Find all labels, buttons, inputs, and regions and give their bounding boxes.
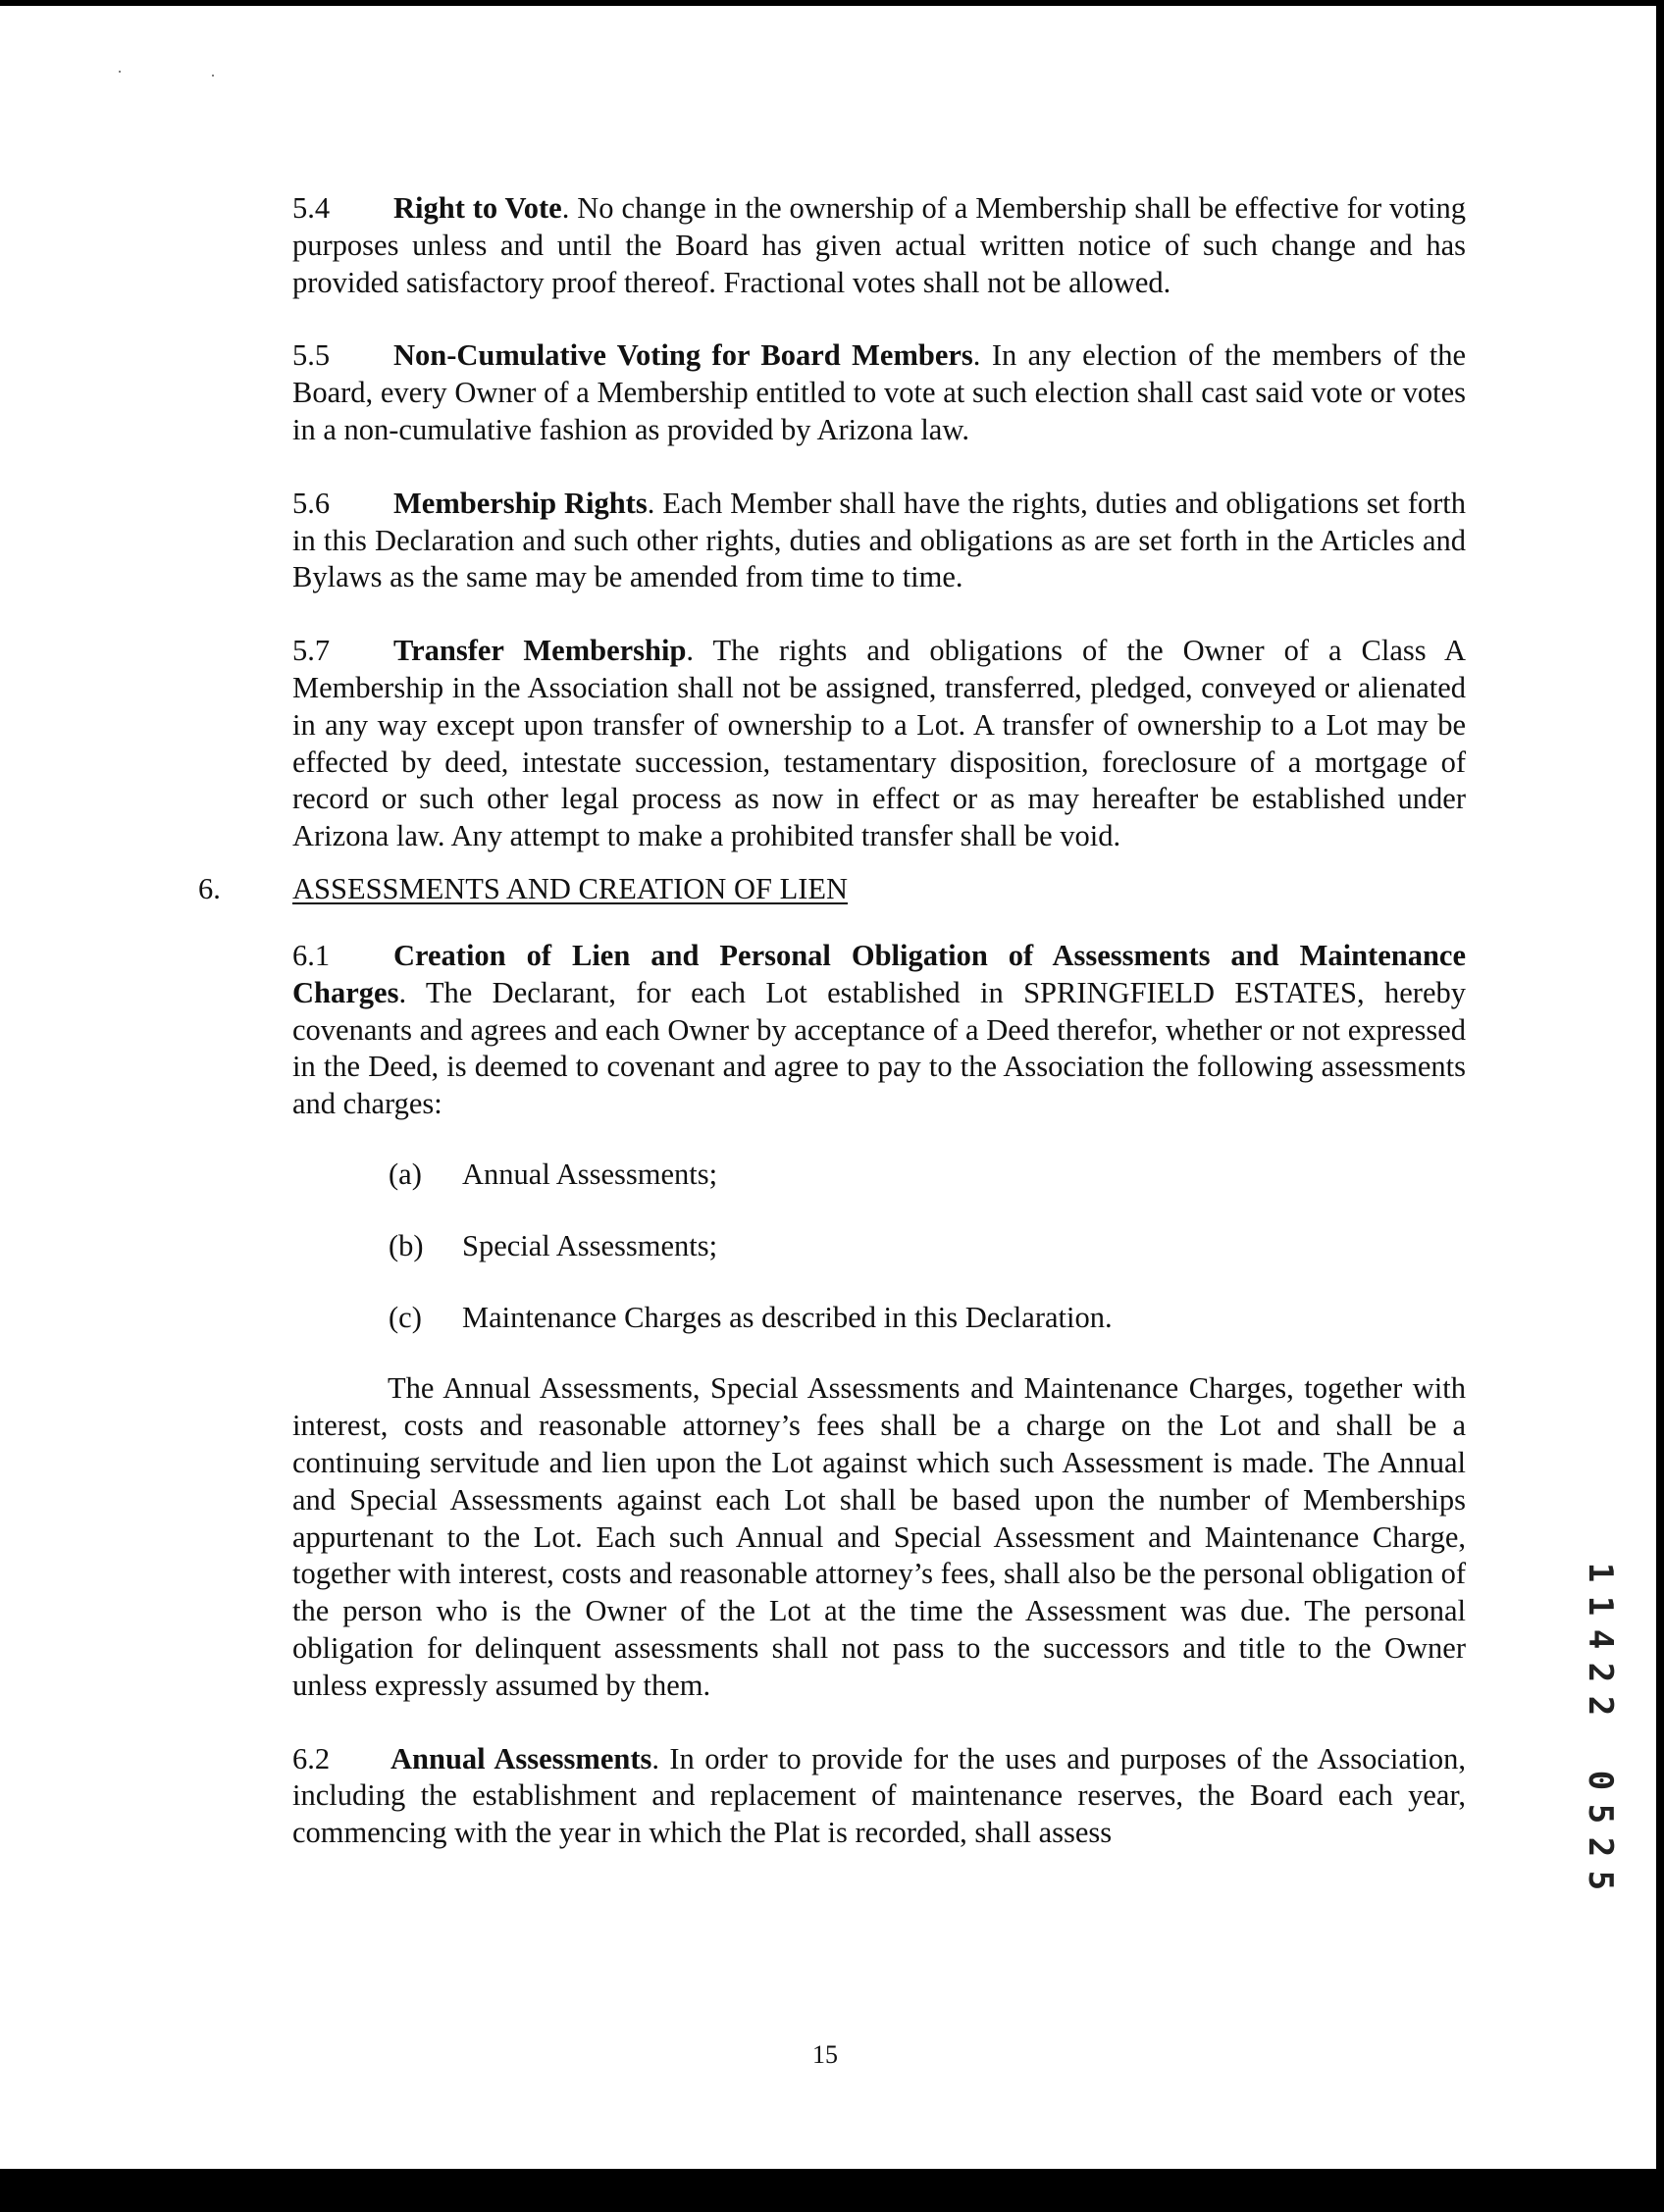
stamp-digit: 1 — [1581, 1562, 1620, 1583]
page-number: 15 — [812, 2040, 838, 2069]
section-number: 6.1 — [292, 938, 331, 972]
list-label: (a) — [389, 1157, 422, 1191]
section-number: 5.6 — [292, 486, 331, 520]
section-body: . The rights and obligations of the Owner of a Class A Membership in the Association shall not be assigned, transferred, pledged, conveyed or alienated in any way except upon transfer of ownership to a Lot. A transfer of ownership to a Lot may be effected by deed, intestate succession, testamentary disposition, foreclosure of a mortgage of record or such other legal process as now in effect or as may hereafter be established under Arizona law. Any attempt to make a prohibited transfer shall be void. — [292, 634, 1466, 853]
section-6-heading — [198, 871, 1466, 910]
section-number: 5.4 — [292, 191, 331, 225]
list-item — [389, 1300, 1466, 1337]
section-6-1-continuation: The Annual Assessments, Special Assessments and Maintenance Charges, together with interest, costs and reasonable attorney’s fees shall be a charge on the Lot and shall be a continuing servitude and lien upon the Lot against which such Assessment is made. The Annual and Special Assessments against each Lot shall be based upon the number of Memberships appurtenant to the Lot. Each such Annual and Special Assessment and Maintenance Charge, together with interest, costs and reasonable attorney’s fees, shall also be the personal obligation of the person who is the Owner of the Lot at the time the Assessment was due. The personal obligation for delinquent assessments shall not pass to the successors and title to the Owner unless expressly assumed by them. — [292, 1371, 1466, 1702]
section-6-1 — [292, 938, 1466, 1123]
stamp-digit: 2 — [1581, 1836, 1620, 1858]
section-body: . Each Member shall have the rights, duties and obligations set forth in this Declaration and such other rights, duties and obligations as are set forth in the Articles and Bylaws as the same may be amended from time to time. — [292, 486, 1467, 594]
section-body: . The Declarant, for each Lot established in SPRINGFIELD ESTATES, hereby covenants and agrees and each Owner by acceptance of a Deed therefor, whether or not expressed in the Deed, is deemed to covenant and agree to pay to the Association the following assessments and charges: — [292, 975, 1466, 1121]
stamp-digit: 4 — [1581, 1628, 1620, 1650]
section-5-7 — [292, 633, 1466, 855]
section-title: Annual Assessments — [390, 1741, 652, 1775]
heading-title: ASSESSMENTS AND CREATION OF LIEN — [292, 871, 849, 905]
scan-border-right — [1656, 0, 1664, 2212]
section-number: 6.2 — [292, 1741, 331, 1775]
section-number: 5.7 — [292, 634, 331, 668]
section-title: Membership Rights — [393, 486, 648, 520]
list-label: (c) — [389, 1300, 422, 1334]
recording-stamp — [1582, 1556, 1619, 1897]
scan-speck — [212, 75, 214, 77]
section-5-5 — [292, 337, 1466, 448]
stamp-digit: 2 — [1581, 1695, 1620, 1717]
section-body: . No change in the ownership of a Membership shall be effective for voting purposes unless and until the Board has given actual written notice of such change and has provided satisfactory proof thereof. Fractional votes shall not be allowed. — [292, 191, 1466, 299]
list-item — [389, 1157, 1466, 1194]
list-text: Special Assessments; — [462, 1228, 718, 1262]
scan-speck — [119, 71, 121, 73]
section-title: Non-Cumulative Voting for Board Members — [393, 338, 973, 373]
section-number: 5.5 — [292, 338, 331, 373]
section-5-4 — [292, 190, 1466, 301]
stamp-digit: 5 — [1581, 1870, 1620, 1891]
section-6-2 — [292, 1741, 1466, 1852]
section-title: Transfer Membership — [393, 634, 687, 668]
section-body: . In order to provide for the uses and purposes of the Association, including the establishment and replacement of maintenance reserves, the Board each year, commencing with the year in which the Plat is recorded, shall assess — [292, 1741, 1466, 1850]
list-item — [389, 1228, 1466, 1265]
stamp-digit: 5 — [1581, 1803, 1620, 1825]
list-text: Annual Assessments; — [462, 1157, 718, 1191]
scan-border-top — [0, 0, 1664, 6]
stamp-digit: 0 — [1581, 1770, 1620, 1791]
section-5-6 — [292, 486, 1466, 596]
section-title: Creation of Lien and Personal Obligation of Assessments and Maintenance Charges — [292, 938, 1466, 1009]
stamp-digit: 2 — [1581, 1662, 1620, 1683]
document-body — [198, 190, 1467, 1852]
list-label: (b) — [389, 1228, 424, 1262]
scan-border-bottom — [0, 2169, 1664, 2212]
section-title: Right to Vote — [393, 191, 562, 225]
heading-number: 6. — [198, 871, 221, 905]
list-text: Maintenance Charges as described in this Declaration. — [462, 1300, 1113, 1334]
section-body: . In any election of the members of the Board, every Owner of a Membership entitled to vote at such election shall cast said vote or votes in a non-cumulative fashion as provided by Arizona law. — [292, 338, 1466, 446]
stamp-digit: 1 — [1581, 1595, 1620, 1617]
